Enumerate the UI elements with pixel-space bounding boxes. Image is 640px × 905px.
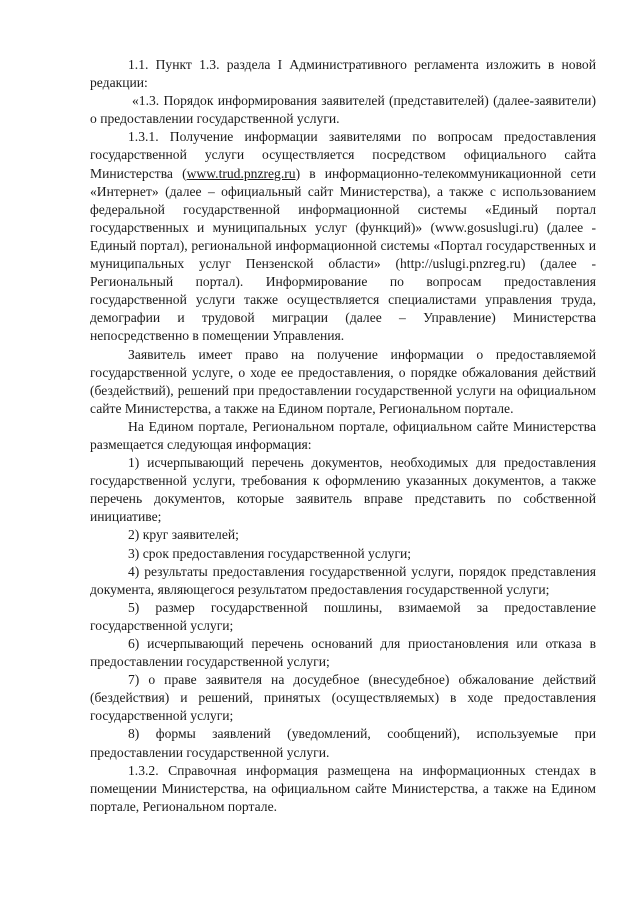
paragraph-1-3-1-text-end: ) в информационно-телекоммуникационной сети «Интернет» (далее – официальный сайт Министерства), а также с использованием федеральной государственной информационной системы «Единый портал государственных и муниципальных услуг (функций)» (www.gosuslugi.ru) (далее - Единый портал), региональной информационной системы «Портал государственных и муниципальных услуг Пензенской области» (http://uslugi.pnzreg.ru) (далее - Региональный портал). Информирование по вопросам предоставления государственной услуги также осуществляется специалистами управления труда, демографии и трудовой миграции (далее – Управление) Министерства непосредственно в помещении Управления. <box>90 165 597 344</box>
paragraph-posted-info: На Едином портале, Региональном портале, официальном сайте Министерства размещается следующая информация: <box>90 418 596 452</box>
list-item: 1) исчерпывающий перечень документов, необходимых для предоставления государственной услуги, требования к оформлению указанных документов, а также перечень документов, которые заявитель вправе представить по собственной инициативе; <box>90 455 596 525</box>
list-item: 5) размер государственной пошлины, взимаемой за предоставление государственной услуги; <box>90 599 596 633</box>
list-item: 2) круг заявителей; <box>128 527 239 543</box>
list-item: 3) срок предоставления государственной услуги; <box>128 545 412 561</box>
paragraph-section-title: «1.3. Порядок информирования заявителей (представителей) (далее-заявители) о предоставлении государственной услуги. <box>90 93 596 127</box>
list-item: 6) исчерпывающий перечень оснований для приостановления или отказа в предоставлении государственной услуги; <box>90 636 596 670</box>
paragraph-applicant-rights: Заявитель имеет право на получение информации о предоставляемой государственной услуге, о ходе ее предоставления, о порядке обжалования действий (бездействий), решений при предоставлении государственной услуги на официальном сайте Министерства, а также на Едином портале, Региональном портале. <box>90 346 596 416</box>
paragraph-1-3-1-text-start: 1.3.1. Получение информации заявителями по вопросам предоставления государственной услуги осуществляется посредством официального сайта Министерства ( <box>90 129 596 181</box>
paragraph-1-3-2: 1.3.2. Справочная информация размещена на информационных стендах в помещении Министерства, на официальном сайте Министерства, а также на Едином портале, Региональном портале. <box>90 762 596 814</box>
list-item: 8) формы заявлений (уведомлений, сообщений), используемые при предоставлении государственной услуги. <box>90 726 596 760</box>
paragraph-1-3-1 <box>90 128 596 345</box>
document-body <box>90 56 596 816</box>
list-item: 7) о праве заявителя на досудебное (внесудебное) обжалование действий (бездействия) и решений, принятых (осуществляемых) в ходе предоставления государственной услуги; <box>90 672 596 724</box>
list-item: 4) результаты предоставления государственной услуги, порядок представления документа, являющегося результатом предоставления государственной услуги; <box>90 563 596 597</box>
paragraph-amendment-intro: 1.1. Пункт 1.3. раздела I Административного регламента изложить в новой редакции: <box>90 57 596 91</box>
ministry-site-link[interactable]: www.trud.pnzreg.ru <box>186 165 296 181</box>
